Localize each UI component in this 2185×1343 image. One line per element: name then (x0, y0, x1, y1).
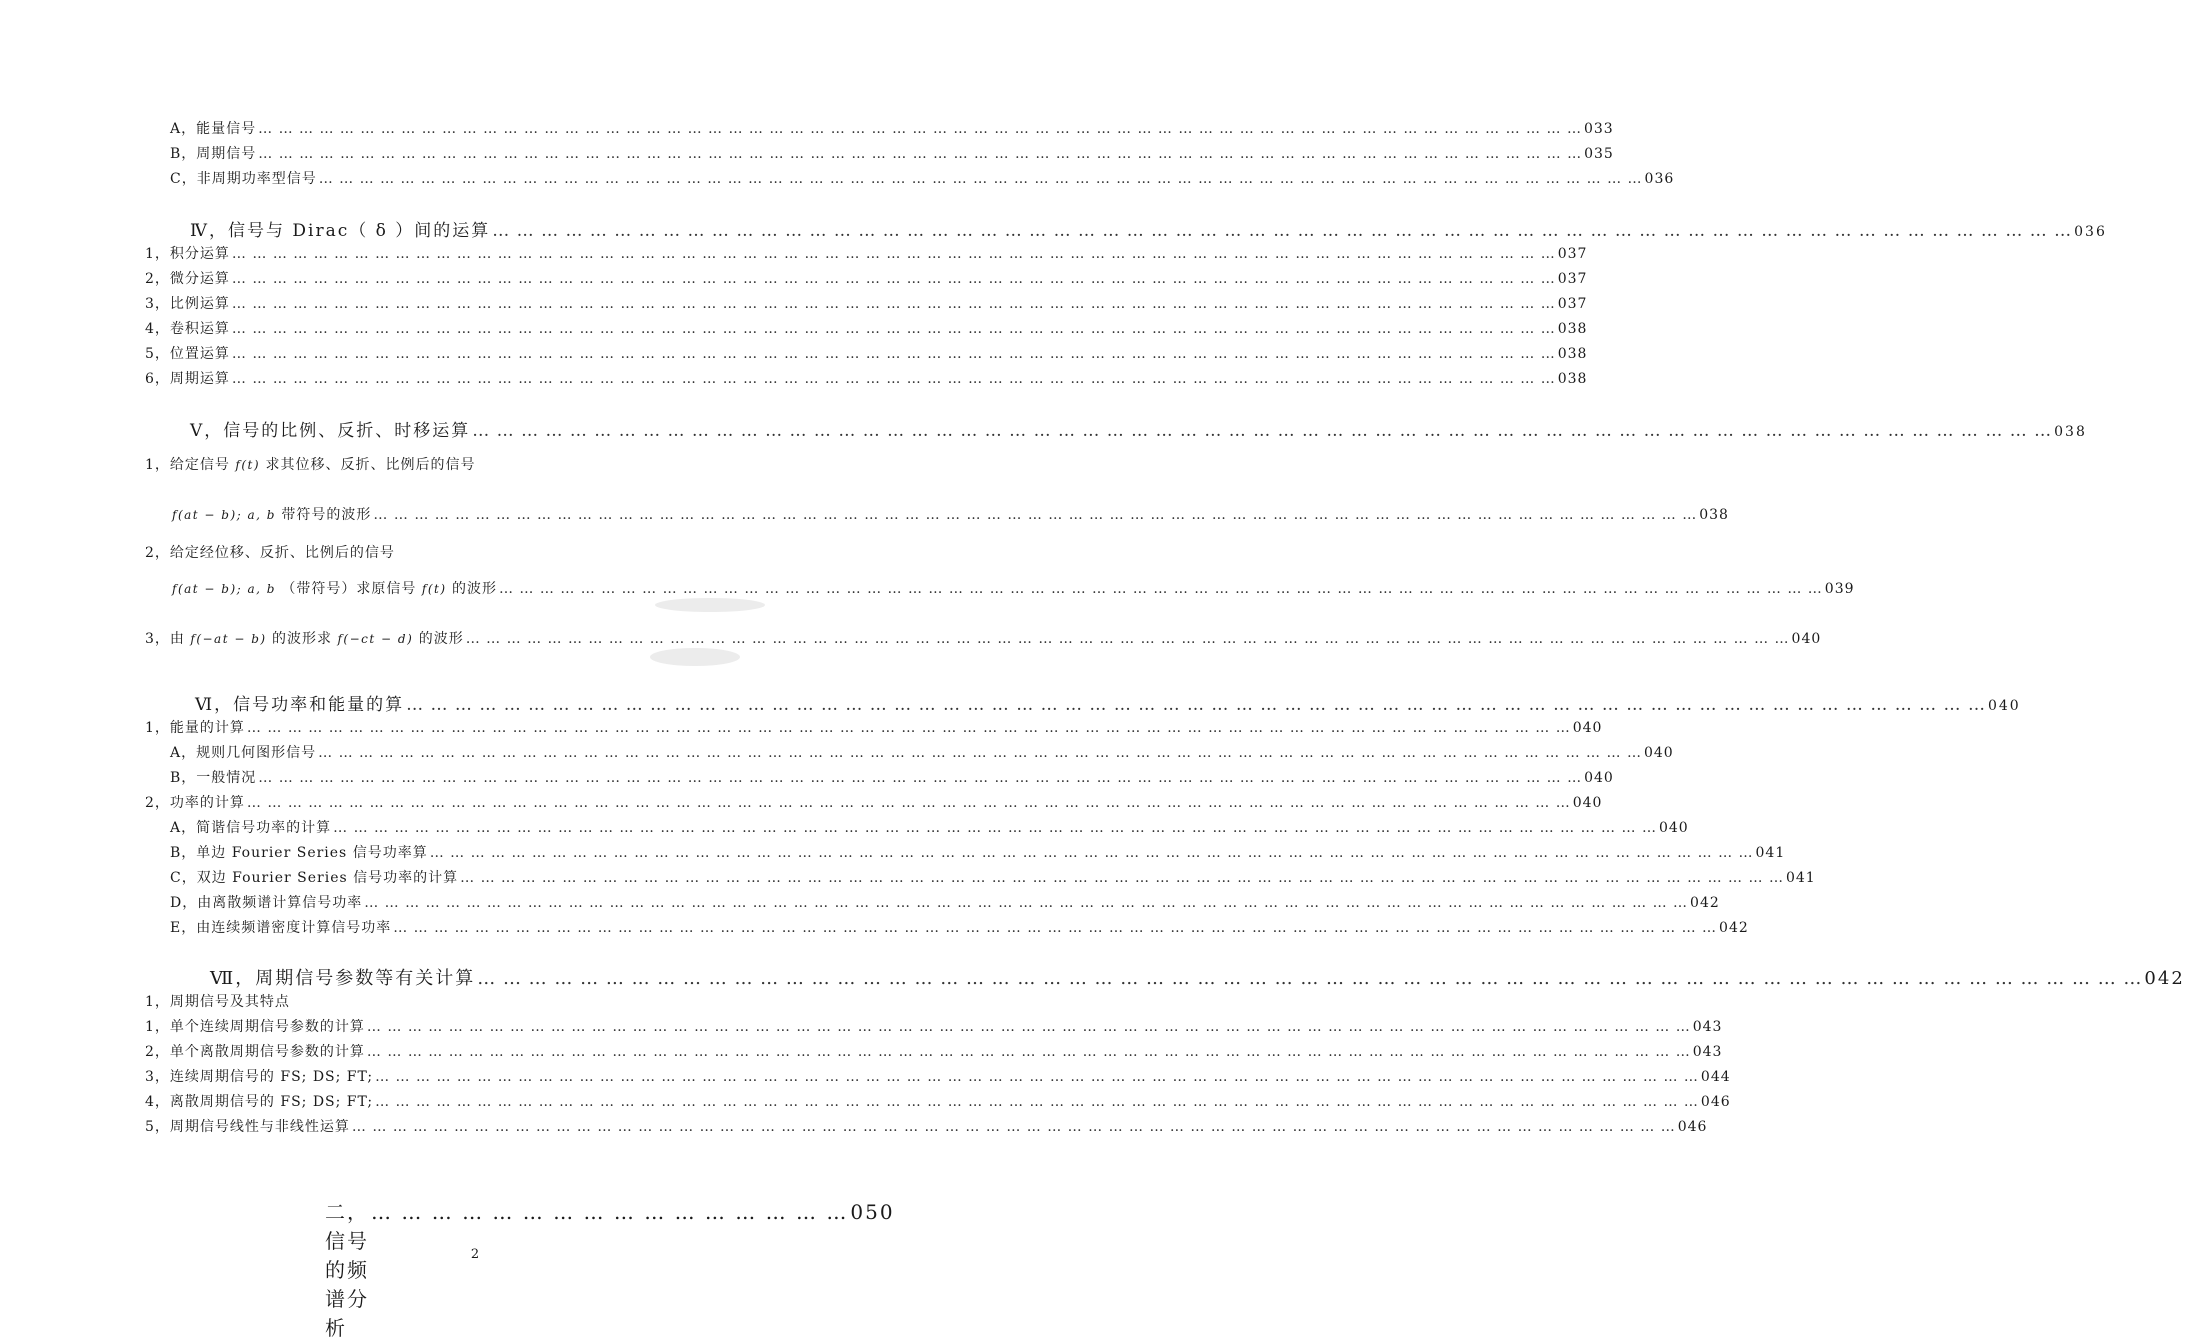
toc-label: 1，单个连续周期信号参数的计算 (145, 1019, 365, 1035)
toc-page: 042 (1690, 895, 1720, 911)
toc-entry (170, 767, 1614, 787)
toc-label: 1，积分运算 (145, 246, 230, 262)
toc-label: 1，给定信号 (145, 457, 230, 473)
toc-entry (170, 842, 1786, 862)
toc-label: 1，周期信号及其特点 (145, 994, 290, 1010)
toc-label: 2，单个离散周期信号参数的计算 (145, 1044, 365, 1060)
toc-leader: … … … … … … … … … … … … … … … … (371, 1200, 849, 1224)
formula: f(−ct − d) (337, 632, 414, 646)
formula: f(t) (235, 458, 261, 472)
toc-leader (318, 745, 1642, 761)
toc-entry (172, 578, 1855, 598)
toc-leader (460, 870, 1784, 886)
toc-entry (170, 892, 1720, 912)
toc-label: C，非周期功率型信号 (170, 171, 317, 187)
toc-entry (145, 343, 1588, 363)
toc-label: A，能量信号 (170, 121, 257, 137)
section-title: Ⅵ，信号功率和能量的算 (195, 695, 405, 715)
toc-entry (170, 867, 1816, 887)
toc-entry (145, 293, 1588, 313)
toc-text: 的波形 (451, 581, 497, 597)
toc-entry (145, 454, 475, 474)
toc-page: 037 (1557, 271, 1588, 287)
toc-entry (170, 168, 1675, 188)
toc-page: 035 (1584, 146, 1614, 162)
formula: f(t) (421, 582, 447, 596)
toc-label: B，单边 Fourier Series 信号功率算 (170, 845, 428, 861)
toc-leader (232, 321, 1556, 337)
toc-entry (145, 1116, 1708, 1136)
toc-entry (145, 991, 290, 1011)
toc-entry (170, 917, 1749, 937)
toc-label: 5，位置运算 (145, 346, 230, 362)
toc-leader (333, 820, 1657, 836)
section-heading-vi (195, 690, 2021, 715)
toc-leader (352, 1119, 1676, 1135)
toc-page: 040 (1572, 720, 1603, 736)
chapter-title: 二，信号的频谱分析 (325, 1200, 369, 1340)
toc-page: 037 (1557, 296, 1588, 312)
toc-leader (247, 795, 1571, 811)
toc-label (172, 504, 371, 524)
toc-page: 037 (1557, 246, 1588, 262)
toc-entry (145, 1016, 1723, 1036)
section-heading-vii (210, 964, 2185, 990)
toc-leader (477, 968, 2142, 989)
toc-label: 4，卷积运算 (145, 321, 230, 337)
toc-page: 042 (2144, 968, 2185, 989)
toc-page: 040 (1658, 820, 1689, 836)
toc-page: 038 (1557, 371, 1588, 387)
toc-page: 033 (1583, 121, 1614, 137)
toc-page: 043 (1692, 1019, 1723, 1035)
toc-entry (145, 243, 1588, 263)
toc-entry (145, 542, 395, 562)
toc-page: 041 (1785, 870, 1816, 886)
chapter-heading (325, 1196, 895, 1341)
toc-leader (373, 507, 1697, 523)
toc-leader (375, 1094, 1699, 1110)
toc-leader (393, 920, 1717, 936)
toc-page: 038 (2054, 424, 2087, 440)
toc-label: 3，连续周期信号的 FS; DS; FT; (145, 1069, 374, 1085)
toc-page: 036 (2074, 224, 2107, 240)
toc-leader (258, 770, 1582, 786)
toc-entry (172, 504, 1729, 524)
toc-leader (406, 695, 1986, 715)
toc-label: A，规则几何图形信号 (170, 745, 317, 761)
toc-entry (145, 268, 1588, 288)
formula: f(at − b); a, b (172, 582, 276, 596)
toc-text: 的波形求 (272, 631, 333, 647)
section-heading-iv (190, 216, 2107, 241)
toc-label: 2，微分运算 (145, 271, 230, 287)
toc-text: 带符号的波形 (281, 507, 372, 523)
toc-page: 040 (1791, 631, 1822, 647)
toc-text: 的波形 (418, 631, 464, 647)
toc-leader (232, 371, 1556, 387)
toc-label: B，一般情况 (170, 770, 257, 786)
toc-label: 3，比例运算 (145, 296, 230, 312)
toc-page: 040 (1643, 745, 1674, 761)
toc-label: A，简谐信号功率的计算 (170, 820, 332, 836)
toc-leader (367, 1044, 1691, 1060)
toc-text: 3，由 (145, 631, 185, 647)
toc-entry (170, 817, 1689, 837)
toc-entry (145, 368, 1588, 388)
toc-page: 038 (1699, 507, 1729, 523)
toc-leader (232, 346, 1556, 362)
toc-page: 046 (1700, 1094, 1731, 1110)
toc-leader (364, 895, 1688, 911)
toc-page: 040 (1584, 770, 1614, 786)
toc-leader (319, 171, 1643, 187)
toc-page: 044 (1700, 1069, 1731, 1085)
toc-leader (466, 631, 1790, 647)
toc-label: 5，周期信号线性与非线性运算 (145, 1119, 350, 1135)
toc-page: 036 (1644, 171, 1675, 187)
toc-leader (499, 581, 1823, 597)
toc-page: 043 (1692, 1044, 1723, 1060)
toc-page: 039 (1824, 581, 1855, 597)
toc-label: C，双边 Fourier Series 信号功率的计算 (170, 870, 459, 886)
toc-entry (170, 742, 1674, 762)
section-title: Ⅶ，周期信号参数等有关计算 (210, 968, 476, 989)
toc-leader (232, 246, 1556, 262)
toc-label (145, 628, 464, 648)
toc-leader (472, 421, 2052, 441)
toc-entry (170, 118, 1614, 138)
toc-label: 2，功率的计算 (145, 795, 245, 811)
toc-label: E，由连续频谱密度计算信号功率 (170, 920, 392, 936)
toc-entry (145, 1041, 1723, 1061)
scan-smudge (650, 648, 740, 666)
toc-page: 040 (1572, 795, 1603, 811)
toc-page: 040 (1987, 698, 2021, 714)
toc-label: B，周期信号 (170, 146, 257, 162)
toc-leader (232, 271, 1556, 287)
toc-leader (258, 121, 1582, 137)
toc-leader (258, 146, 1582, 162)
toc-label: 6，周期运算 (145, 371, 230, 387)
toc-entry (145, 1066, 1731, 1086)
toc-leader (492, 221, 2072, 241)
page-number: 2 (470, 1247, 480, 1262)
toc-leader (367, 1019, 1691, 1035)
toc-label: 2，给定经位移、反折、比例后的信号 (145, 545, 395, 561)
toc-page: 041 (1755, 845, 1786, 861)
toc-leader (247, 720, 1571, 736)
toc-entry (145, 628, 1822, 648)
toc-page: 042 (1719, 920, 1749, 936)
toc-label: 求其位移、反折、比例后的信号 (265, 457, 476, 473)
toc-entry (145, 318, 1588, 338)
toc-text: （带符号）求原信号 (281, 581, 417, 597)
scan-smudge (655, 598, 765, 612)
toc-label (172, 578, 497, 598)
toc-label: 4，离散周期信号的 FS; DS; FT; (145, 1094, 374, 1110)
toc-label: D，由离散频谱计算信号功率 (170, 895, 363, 911)
toc-entry (145, 1091, 1731, 1111)
toc-entry (170, 143, 1614, 163)
toc-page: 050 (850, 1200, 895, 1224)
section-title: Ⅳ，信号与 Dirac（ δ ）间的运算 (190, 221, 491, 241)
toc-entry (145, 717, 1603, 737)
toc-page: 038 (1557, 321, 1588, 337)
toc-label: 1，能量的计算 (145, 720, 245, 736)
formula: f(at − b); a, b (172, 508, 276, 522)
section-title: Ⅴ，信号的比例、反折、时移运算 (190, 421, 471, 441)
toc-entry (145, 792, 1603, 812)
toc-leader (375, 1069, 1699, 1085)
toc-leader (232, 296, 1556, 312)
toc-leader (430, 845, 1754, 861)
section-heading-v (190, 416, 2087, 441)
toc-page: 046 (1677, 1119, 1708, 1135)
formula: f(−at − b) (190, 632, 267, 646)
toc-page: 038 (1557, 346, 1588, 362)
